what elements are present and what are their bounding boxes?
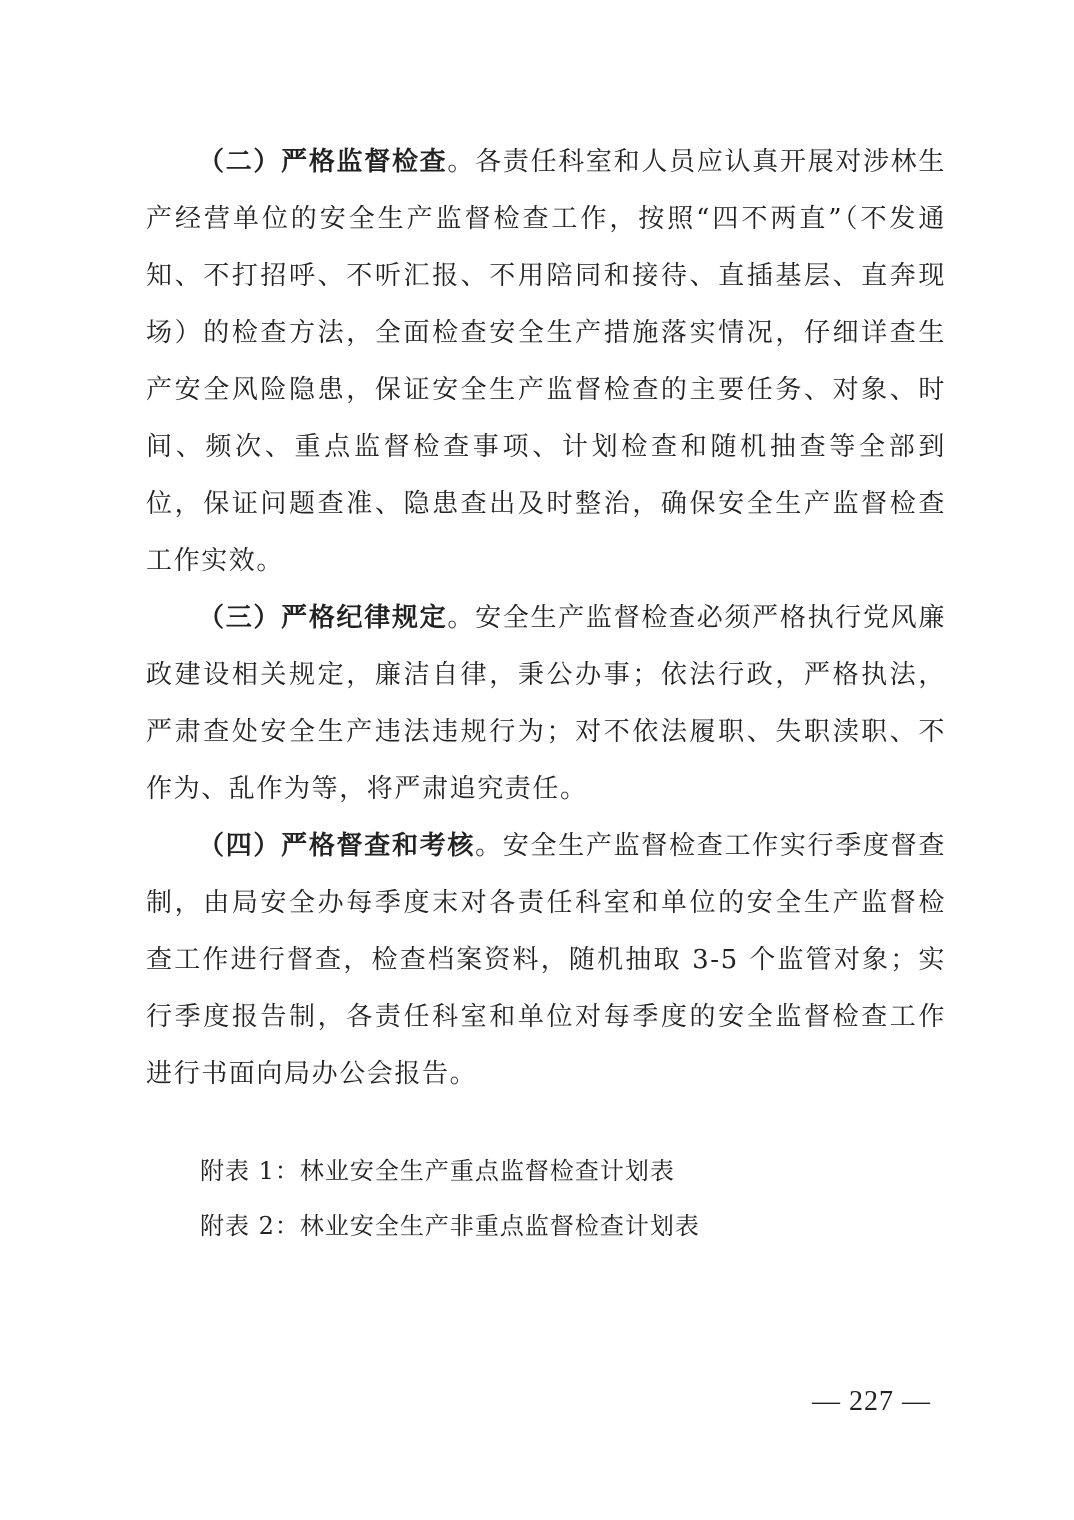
paragraph-discipline [146,590,946,818]
attachment-item-1: 附表 1：林业安全生产重点监督检查计划表 [200,1157,675,1185]
section-heading-3: （三）严格纪律规定 [198,603,448,633]
body-text [146,134,946,1103]
attachments-list [200,1144,900,1254]
section-heading-2: （二）严格监督检查 [198,147,448,177]
paragraph-text: 。各责任科室和人员应认真开展对涉林生产经营单位的安全生产监督检查工作，按照“四不两直”（不发通知、不打招呼、不听汇报、不用陪同和接待、直插基层、直奔现场）的检查方法，全面检查安全生产措施落实情况，仔细详查生产安全风险隐患，保证安全生产监督检查的主要任务、对象、时间、频次、重点监督检查事项、计划检查和随机抽查等全部到位，保证问题查准、隐患查出及时整治，确保安全生产监督检查工作实效。 [146,147,946,576]
paragraph-text: 。安全生产监督检查工作实行季度督查制，由局安全办每季度末对各责任科室和单位的安全生产监督检查工作进行督查，检查档案资料，随机抽取 3-5 个监管对象；实行季度报告制，各责任科室和单位对每季度的安全监督检查工作进行书面向局办公会报告。 [146,831,946,1089]
page-number: — 227 — [812,1386,931,1417]
section-heading-4: （四）严格督查和考核 [198,831,476,861]
paragraph-text: 。安全生产监督检查必须严格执行党风廉政建设相关规定，廉洁自律，秉公办事；依法行政，严格执法，严肃查处安全生产违法违规行为；对不依法履职、失职渎职、不作为、乱作为等，将严肃追究责任。 [146,603,946,804]
paragraph-supervision-inspection [146,134,946,590]
attachment-item-2: 附表 2：林业安全生产非重点监督检查计划表 [200,1212,700,1240]
paragraph-assessment [146,818,946,1103]
